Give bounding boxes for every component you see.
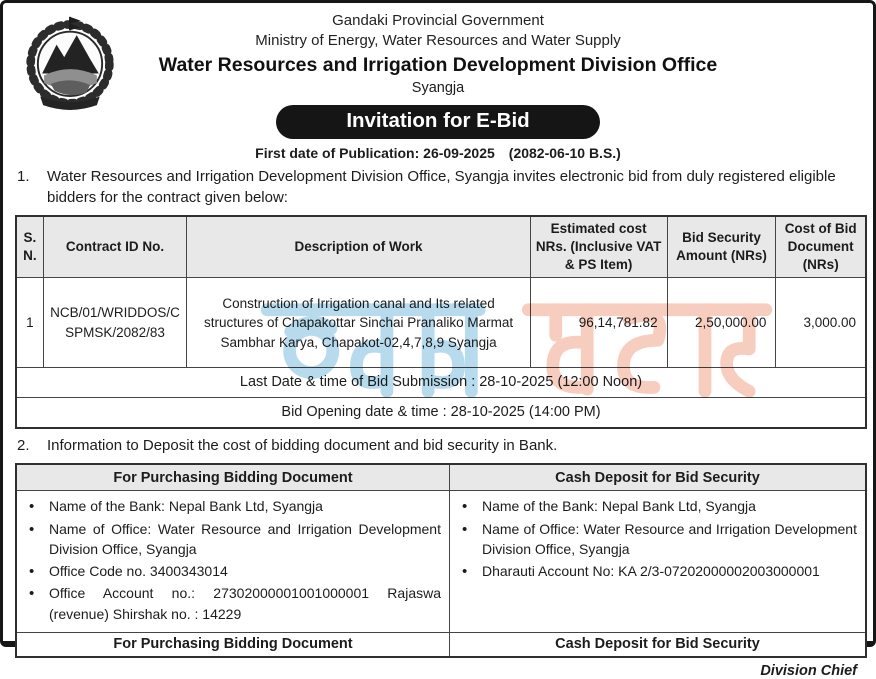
- list-item: • Name of the Bank: Nepal Bank Ltd, Syangja: [21, 496, 441, 516]
- bid-table: [15, 215, 867, 430]
- section-2: [17, 435, 859, 456]
- col-header-bid-security: Bid Security Amount (NRs): [667, 216, 776, 278]
- list-item: • Office Code no. 3400343014: [21, 561, 441, 581]
- list-item: • Name of the Bank: Nepal Bank Ltd, Syangja: [454, 496, 857, 516]
- bank-info-table: [15, 463, 867, 658]
- section-1-text: Water Resources and Irrigation Development Division Office, Syangja invites electronic bid from duly registered eligible bidders for the contract given below:: [47, 168, 836, 207]
- col-header-description: Description of Work: [187, 216, 530, 278]
- invitation-banner: Invitation for E-Bid: [276, 105, 600, 139]
- purchasing-details-list: [21, 496, 441, 624]
- cell-description: Construction of Irrigation canal and Its related structures of Chapakottar Sinchai Pranaliko Marmat Sambhar Karya, Chapakot-02,4,7,8,9 Syangja: [187, 278, 530, 368]
- col-header-contract-id: Contract ID No.: [43, 216, 187, 278]
- list-item: • Office Account no.: 27302000001001000001 Rajaswa (revenue) Shirshak no. : 14229: [21, 583, 441, 624]
- bid-opening-row: [16, 398, 866, 429]
- bank-col1-header: For Purchasing Bidding Document: [16, 464, 450, 491]
- list-item: • Name of Office: Water Resource and Irrigation Development Division Office, Syangja: [21, 519, 441, 560]
- list-item: • Name of Office: Water Resource and Irrigation Development Division Office, Syangja: [454, 519, 857, 560]
- bid-table-row: [16, 278, 866, 368]
- submission-deadline-text: Last Date & time of Bid Submission : 28-10-2025 (12:00 Noon): [16, 368, 866, 398]
- letterhead: [15, 11, 861, 98]
- col-header-estimated-cost: Estimated cost NRs. (Inclusive VAT & PS Item): [530, 216, 667, 278]
- nepal-government-emblem-icon: [21, 13, 119, 109]
- bid-opening-text: Bid Opening date & time : 28-10-2025 (14:00 PM): [16, 398, 866, 429]
- col-header-sn: S. N.: [16, 216, 43, 278]
- publication-bs-date: (2082-06-10 B.S.): [508, 145, 621, 162]
- publication-date-line: [15, 145, 861, 161]
- section-1: [17, 166, 859, 209]
- ministry-name: Ministry of Energy, Water Resources and Water Supply: [255, 31, 621, 49]
- cell-doc-cost: 3,000.00: [776, 278, 866, 368]
- bank-col2-header: Cash Deposit for Bid Security: [450, 464, 867, 491]
- cell-sn: 1: [16, 278, 43, 368]
- bank-table-header-row: [16, 464, 866, 491]
- publication-date: First date of Publication: 26-09-2025: [255, 145, 495, 162]
- bank-table-body-row: [16, 491, 866, 633]
- submission-deadline-row: [16, 368, 866, 398]
- signature-title: Division Chief: [760, 662, 857, 679]
- cell-estimated-cost: 96,14,781.82: [530, 278, 667, 368]
- list-item: • Dharauti Account No: KA 2/3-07202000002003000001: [454, 561, 857, 581]
- section-2-text: Information to Deposit the cost of bidding document and bid security in Bank.: [47, 437, 558, 455]
- bank-col2-details: [450, 491, 867, 633]
- office-name: Water Resources and Irrigation Development Division Office: [158, 54, 718, 76]
- cell-bid-security: 2,50,000.00: [667, 278, 776, 368]
- bank-col1-details: [16, 491, 450, 633]
- cell-contract-id: NCB/01/WRIDDOS/CSPMSK/2082/83: [43, 278, 187, 368]
- government-name: Gandaki Provincial Government: [332, 12, 544, 29]
- bank-col1-footer: For Purchasing Bidding Document: [16, 633, 450, 657]
- bank-col2-footer: Cash Deposit for Bid Security: [450, 633, 867, 657]
- office-place: Syangja: [411, 80, 465, 97]
- section-1-number: 1.: [17, 168, 30, 186]
- col-header-doc-cost: Cost of Bid Document (NRs): [776, 216, 866, 278]
- deposit-details-list: [454, 496, 857, 581]
- section-2-number: 2.: [17, 437, 30, 455]
- bank-table-footer-row: [16, 633, 866, 657]
- bid-table-header-row: [16, 216, 866, 278]
